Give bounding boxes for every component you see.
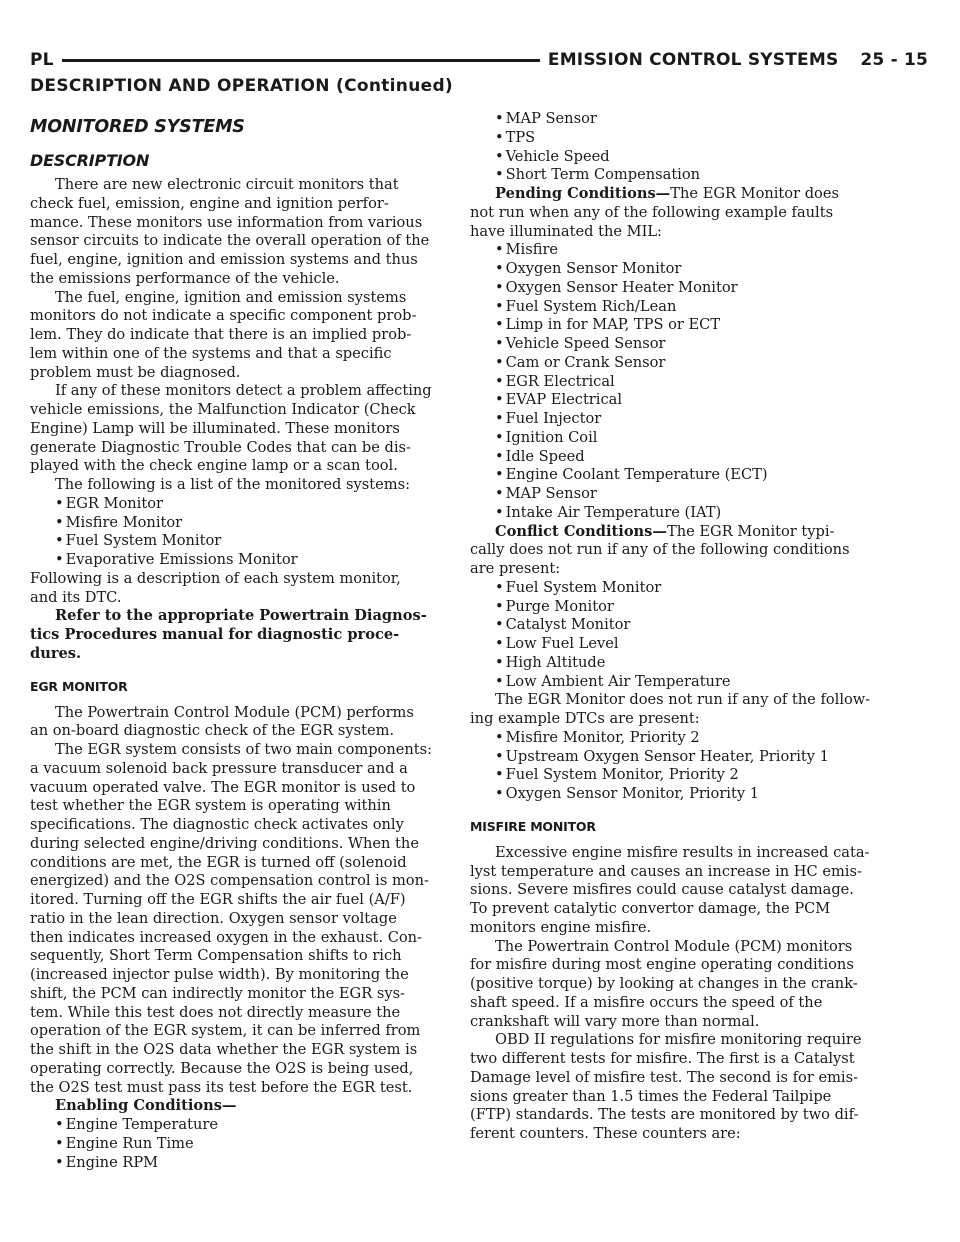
text-line: ratio in the lean direction. Oxygen sensor voltage	[30, 909, 397, 927]
text-line: itored. Turning off the EGR shifts the air fuel (A/F)	[30, 891, 406, 908]
text-line: If any of these monitors detect a problem affecting	[55, 382, 432, 400]
text-line: operation of the EGR system, it can be inferred from	[30, 1022, 421, 1040]
text-line: then indicates increased oxygen in the exhaust. Con-	[30, 928, 422, 946]
text-line: Excessive engine misfire results in increased cata-	[495, 843, 870, 861]
pending-conditions-list	[470, 241, 900, 522]
text-line: the shift in the O2S data whether the EGR system is	[30, 1041, 418, 1058]
text-line: mance. These monitors use information from various	[30, 213, 423, 231]
enabling-conditions-list-continued	[470, 110, 900, 185]
text-line: dures.	[30, 644, 82, 662]
text-line: sions. Severe misfires could cause catalyst damage.	[470, 881, 854, 899]
list-item: • Idle Speed	[470, 448, 900, 467]
list-item: • Limp in for MAP, TPS or ECT	[470, 316, 900, 335]
text-span: The EGR Monitor does	[670, 185, 839, 202]
text-line: energized) and the O2S compensation control is mon-	[30, 872, 429, 890]
list-item: • Short Term Compensation	[470, 166, 900, 185]
text-line: The EGR system consists of two main components:	[55, 741, 433, 758]
text-line: monitors do not indicate a specific component prob-	[30, 307, 417, 325]
text-line: sequently, Short Term Compensation shifts to rich	[30, 947, 402, 965]
description-title: DESCRIPTION	[30, 151, 150, 170]
text-line: tics Procedures manual for diagnostic proce-	[30, 626, 400, 643]
list-item: • Cam or Crank Sensor	[470, 354, 900, 373]
text-line: Following is a description of each system monitor,	[30, 569, 401, 587]
list-item: • Fuel System Monitor	[30, 532, 454, 551]
text-line: OBD II regulations for misfire monitoring require	[495, 1031, 862, 1049]
text-line: monitors engine misfire.	[470, 918, 652, 936]
text-line: an on-board diagnostic check of the EGR system.	[30, 722, 395, 740]
text-line: (FTP) standards. The tests are monitored by two dif-	[470, 1106, 859, 1124]
text-line: shaft speed. If a misfire occurs the speed of the	[470, 993, 823, 1011]
text-line: (increased injector pulse width). By monitoring the	[30, 966, 409, 983]
description-paragraph-3	[30, 382, 454, 476]
conflict-conditions-list	[470, 579, 900, 692]
chapter-name: EMISSION CONTROL SYSTEMS	[547, 50, 839, 70]
list-item: • Low Ambient Air Temperature	[470, 673, 900, 692]
list-item: • Fuel System Monitor, Priority 2	[470, 766, 900, 785]
monitored-systems-list	[30, 495, 454, 570]
refer-note	[30, 607, 454, 663]
text-line: ing example DTCs are present:	[470, 710, 700, 727]
pending-conditions-intro	[470, 185, 900, 204]
list-item: • Engine RPM	[30, 1154, 454, 1173]
text-line: played with the check engine lamp or a scan tool.	[30, 457, 398, 475]
page-header	[30, 46, 928, 74]
list-item: • Catalyst Monitor	[470, 616, 900, 635]
text-line: during selected engine/driving conditions. When the	[30, 834, 419, 852]
text-line: sions greater than 1.5 times the Federal Tailpipe	[470, 1087, 832, 1105]
text-line: vehicle emissions, the Malfunction Indicator (Check	[30, 401, 416, 418]
egr-paragraph-1	[30, 704, 454, 742]
text-line: sensor circuits to indicate the overall operation of the	[30, 232, 430, 250]
misfire-paragraph-1	[470, 844, 900, 938]
text-line: The Powertrain Control Module (PCM) performs	[55, 703, 414, 721]
list-item: • Oxygen Sensor Heater Monitor	[470, 279, 900, 298]
text-line: operating correctly. Because the O2S is being used,	[30, 1059, 414, 1077]
enabling-conditions-label: Enabling Conditions—	[55, 1097, 237, 1115]
dtc-list	[470, 729, 900, 804]
text-line: test whether the EGR system is operating within	[30, 797, 391, 815]
header-rule	[62, 59, 540, 62]
text-line: The EGR Monitor does not run if any of the follow-	[495, 691, 871, 709]
list-item: • Fuel System Rich/Lean	[470, 298, 900, 317]
continued-title: DESCRIPTION AND OPERATION (Continued)	[30, 76, 453, 96]
list-item: • Low Fuel Level	[470, 635, 900, 654]
text-line: There are new electronic circuit monitors that	[55, 176, 399, 193]
list-item: • Engine Temperature	[30, 1116, 454, 1135]
chapter-title	[548, 50, 928, 70]
list-item: • Upstream Oxygen Sensor Heater, Priority 1	[470, 748, 900, 767]
conflict-conditions-intro	[470, 523, 900, 542]
text-line: problem must be diagnosed.	[30, 363, 241, 381]
description-paragraph-1	[30, 176, 454, 289]
list-item: • Purge Monitor	[470, 598, 900, 617]
text-line: (positive torque) by looking at changes in the crank-	[470, 975, 858, 992]
left-column	[30, 108, 454, 1172]
text-line: not run when any of the following example faults	[470, 203, 834, 221]
misfire-paragraph-2	[470, 938, 900, 1032]
text-line: tem. While this test does not directly measure the	[30, 1003, 401, 1021]
page-number: 25 - 15	[860, 50, 928, 70]
list-item: • Fuel Injector	[470, 410, 900, 429]
text-line: two different tests for misfire. The first is a Catalyst	[470, 1050, 855, 1067]
text-line: crankshaft will vary more than normal.	[470, 1012, 760, 1030]
manual-code: PL	[30, 50, 54, 70]
text-line: fuel, engine, ignition and emission systems and thus	[30, 251, 418, 268]
list-item: • Fuel System Monitor	[470, 579, 900, 598]
description-paragraph-2	[30, 289, 454, 383]
right-column	[470, 110, 900, 1144]
misfire-monitor-title: MISFIRE MONITOR	[470, 818, 596, 834]
list-item: • Intake Air Temperature (IAT)	[470, 504, 900, 523]
list-item: • EVAP Electrical	[470, 391, 900, 410]
text-line: a vacuum solenoid back pressure transducer and a	[30, 759, 408, 777]
text-line: conditions are met, the EGR is turned off (solenoid	[30, 853, 407, 871]
text-line: The Powertrain Control Module (PCM) monitors	[495, 937, 853, 955]
text-line: for misfire during most engine operating conditions	[470, 956, 854, 974]
list-item: • Engine Coolant Temperature (ECT)	[470, 466, 900, 485]
egr-monitor-title: EGR MONITOR	[30, 678, 128, 694]
list-item: • Vehicle Speed Sensor	[470, 335, 900, 354]
text-line: the O2S test must pass its test before the EGR test.	[30, 1078, 413, 1096]
conflict-conditions-label: Conflict Conditions—	[495, 522, 667, 540]
text-line: lem within one of the systems and that a specific	[30, 344, 392, 362]
list-item: • Evaporative Emissions Monitor	[30, 551, 454, 570]
text-line: have illuminated the MIL:	[470, 222, 662, 240]
list-item: • MAP Sensor	[470, 485, 900, 504]
list-item: • Engine Run Time	[30, 1135, 454, 1154]
text-line: The fuel, engine, ignition and emission systems	[55, 288, 407, 306]
pending-conditions-label: Pending Conditions—	[495, 185, 671, 202]
enabling-conditions-list	[30, 1116, 454, 1172]
text-line: cally does not run if any of the following conditions	[470, 541, 850, 559]
list-item: • Misfire Monitor	[30, 514, 454, 533]
text-line: are present:	[470, 560, 561, 577]
text-span: The EGR Monitor typi-	[666, 522, 835, 540]
text-line: generate Diagnostic Trouble Codes that can be dis-	[30, 438, 411, 456]
list-item: • Vehicle Speed	[470, 148, 900, 167]
text-line: lyst temperature and causes an increase in HC emis-	[470, 862, 862, 880]
list-item: • EGR Monitor	[30, 495, 454, 514]
list-intro: The following is a list of the monitored systems:	[55, 476, 410, 493]
misfire-paragraph-3	[470, 1031, 900, 1144]
egr-paragraph-2	[30, 741, 454, 1097]
text-line: Engine) Lamp will be illuminated. These monitors	[30, 419, 400, 437]
text-line: specifications. The diagnostic check activates only	[30, 816, 404, 833]
section-title: MONITORED SYSTEMS	[30, 117, 245, 137]
list-item: • Misfire	[470, 241, 900, 260]
text-line: Refer to the appropriate Powertrain Diagnos-	[55, 607, 427, 625]
list-item: • Ignition Coil	[470, 429, 900, 448]
text-line: Damage level of misfire test. The second is for emis-	[470, 1068, 859, 1086]
list-item: • MAP Sensor	[470, 110, 900, 129]
list-item: • High Altitude	[470, 654, 900, 673]
text-line: and its DTC.	[30, 588, 122, 606]
text-line: vacuum operated valve. The EGR monitor is used to	[30, 778, 416, 796]
list-item: • Oxygen Sensor Monitor	[470, 260, 900, 279]
text-line: ferent counters. These counters are:	[470, 1125, 741, 1142]
text-line: check fuel, emission, engine and ignition perfor-	[30, 194, 389, 212]
text-line: shift, the PCM can indirectly monitor the EGR sys-	[30, 984, 405, 1002]
list-item: • Misfire Monitor, Priority 2	[470, 729, 900, 748]
text-line: the emissions performance of the vehicle.	[30, 269, 340, 287]
list-item: • Oxygen Sensor Monitor, Priority 1	[470, 785, 900, 804]
list-item: • EGR Electrical	[470, 373, 900, 392]
text-line: To prevent catalytic convertor damage, the PCM	[470, 900, 831, 917]
text-line: lem. They do indicate that there is an implied prob-	[30, 326, 412, 343]
list-item: • TPS	[470, 129, 900, 148]
